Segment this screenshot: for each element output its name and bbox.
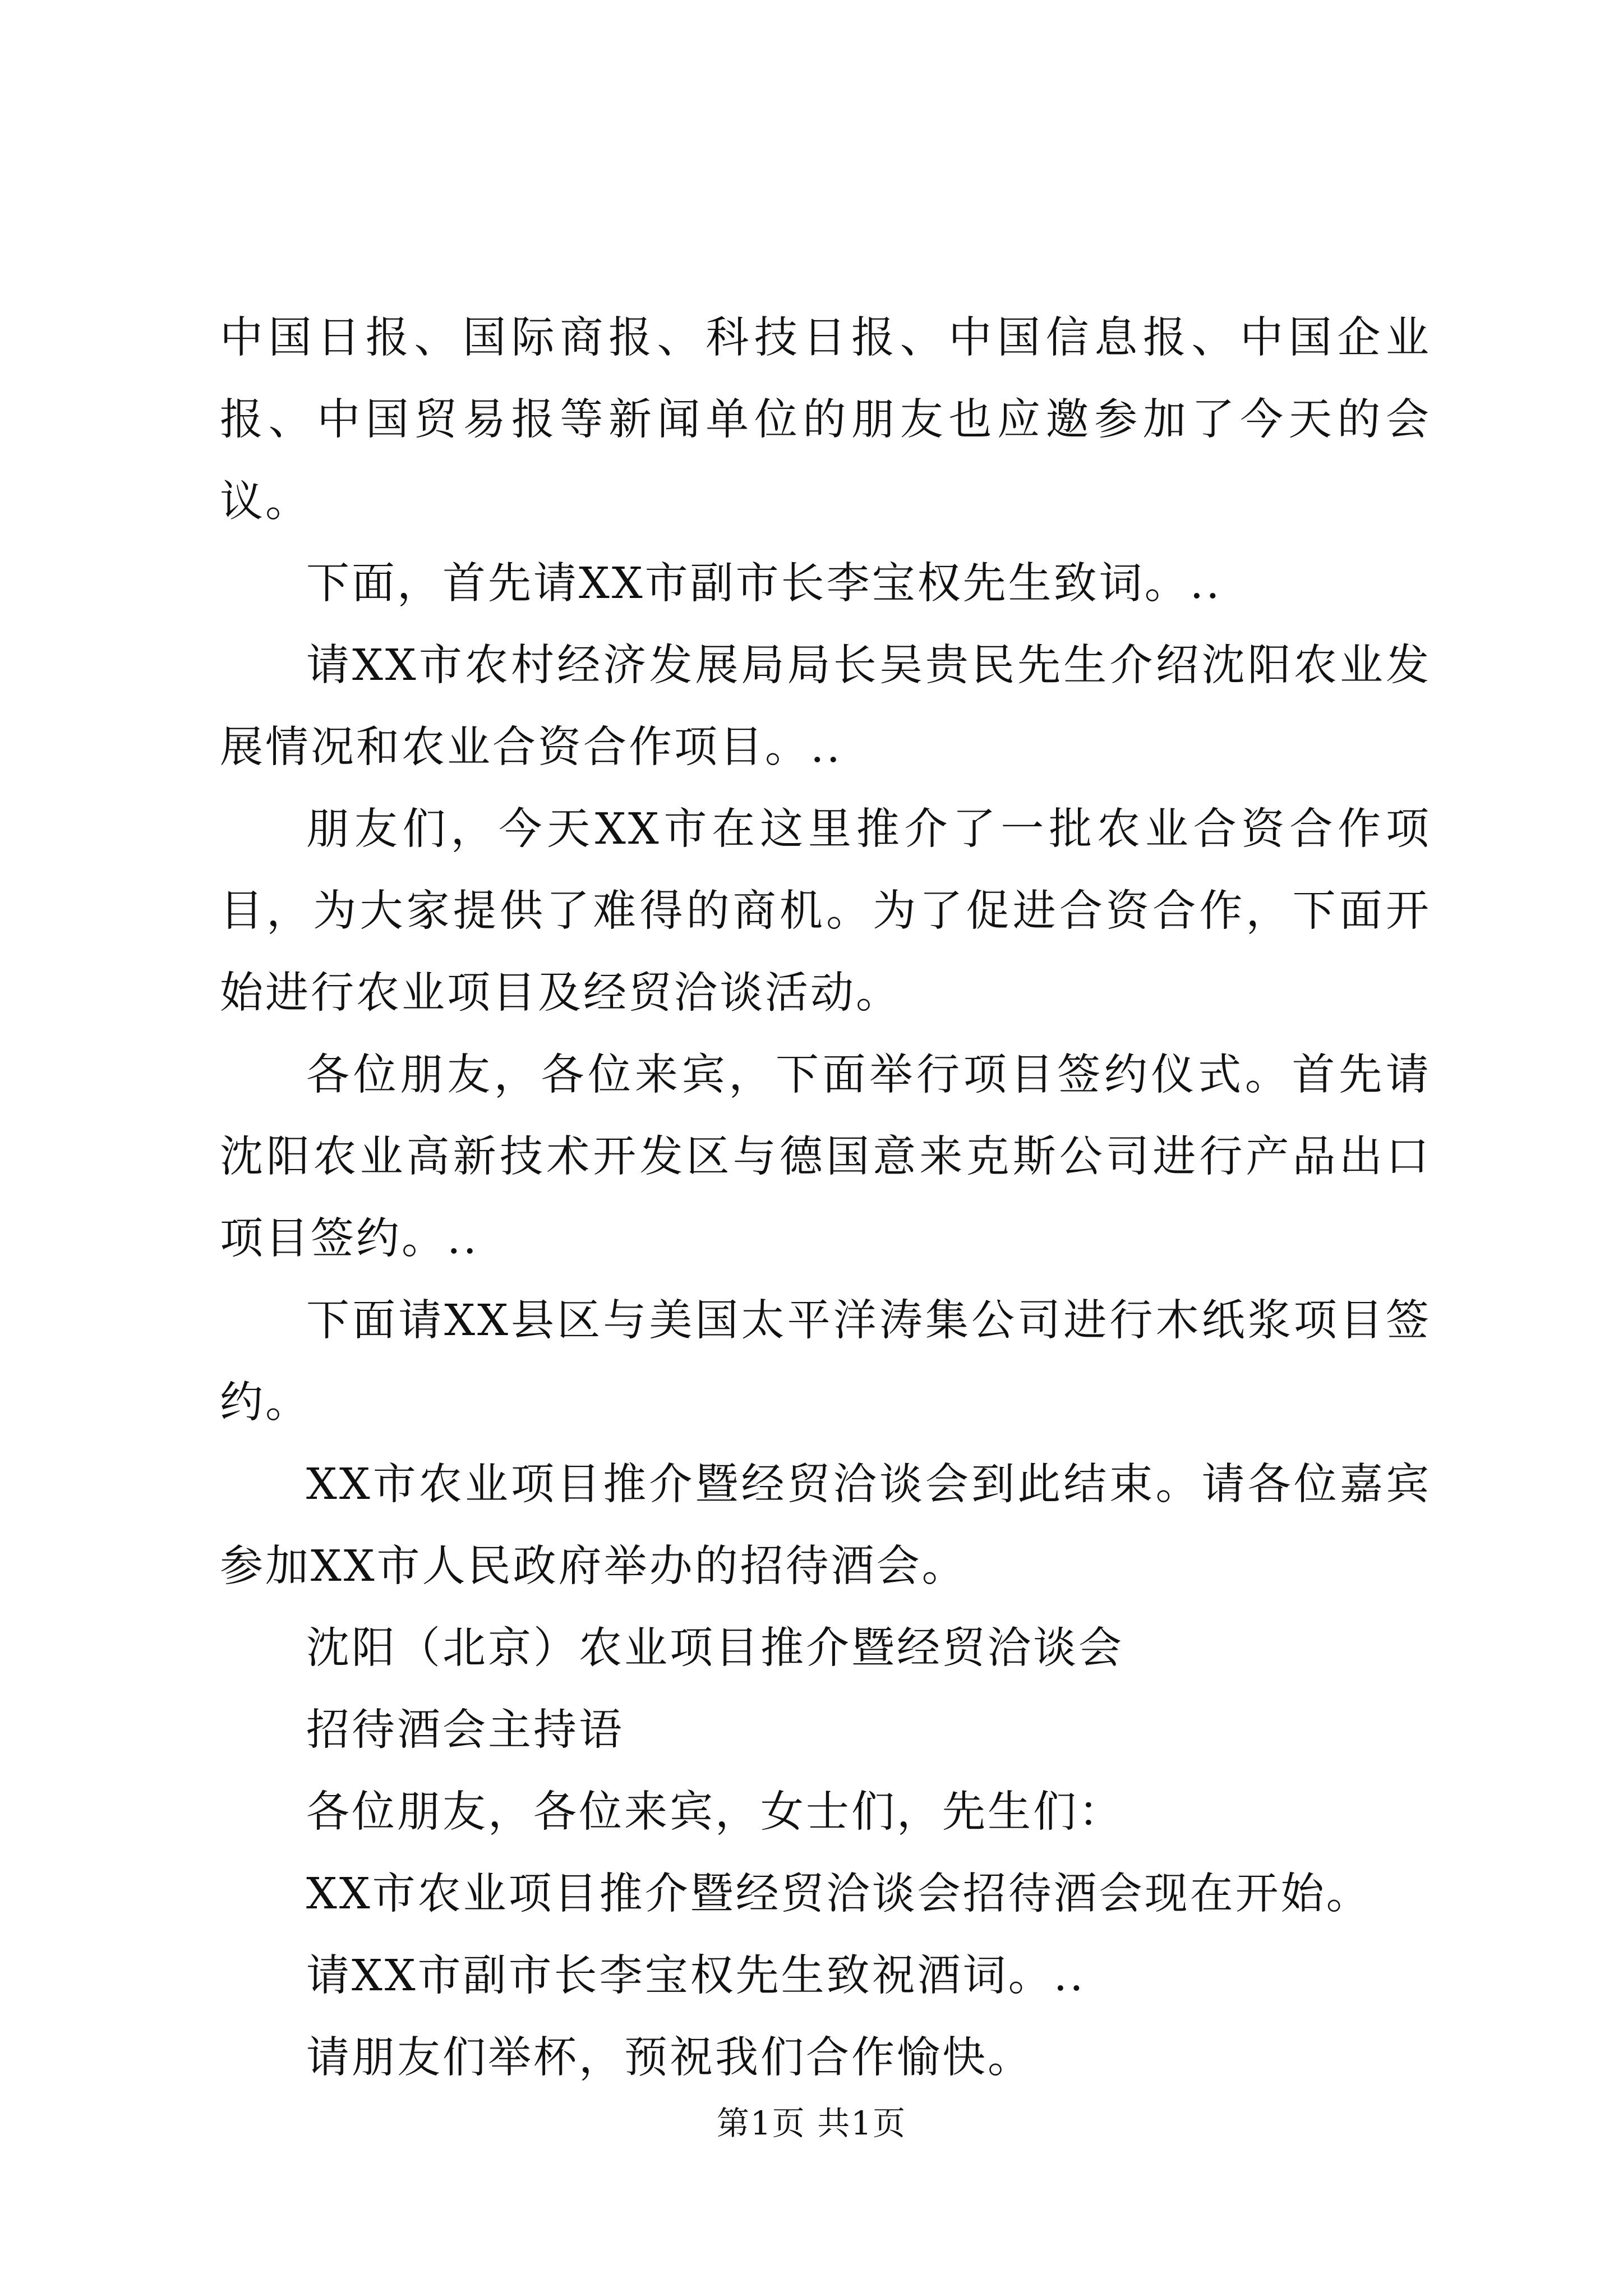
paragraph-raise-glasses: 请朋友们举杯，预祝我们合作愉快。	[306, 2033, 1033, 2083]
section-subtitle: 招待酒会主持语	[306, 1705, 624, 1755]
document-body	[220, 297, 1431, 2099]
page-number-footer: 第1页 共1页	[716, 2104, 907, 2142]
paragraph-vice-mayor-speech: 下面，首先请XX市副市长李宝权先生致词。..	[306, 559, 1222, 609]
section-title: 沈阳（北京）农业项目推介暨经贸洽谈会	[306, 1623, 1124, 1673]
paragraph-toast-speech: 请XX市副市长李宝权先生致祝酒词。..	[306, 1951, 1086, 2001]
paragraph-business-talks: 朋友们，今天XX市在这里推介了一批农业合资合作项目，为大家提供了难得的商机。为了促进合资合作，下面开始进行农业项目及经贸洽谈活动。	[220, 804, 1431, 1018]
paragraph-pulp-project-signing: 下面请XX县区与美国太平洋涛集公司进行木纸浆项目签约。	[220, 1296, 1431, 1428]
paragraph-press-attendees: 中国日报、国际商报、科技日报、中国信息报、中国企业报、中国贸易报等新闻单位的朋友也应邀参加了今天的会议。	[220, 313, 1431, 527]
paragraph-signing-ceremony: 各位朋友，各位来宾，下面举行项目签约仪式。首先请沈阳农业高新技术开发区与德国意来克斯公司进行产品出口项目签约。..	[220, 1050, 1431, 1264]
paragraph-greeting: 各位朋友，各位来宾，女士们，先生们：	[306, 1787, 1124, 1837]
paragraph-meeting-close: XX市农业项目推介暨经贸洽谈会到此结束。请各位嘉宾参加XX市人民政府举办的招待酒会。	[220, 1460, 1431, 1591]
paragraph-reception-open: XX市农业项目推介暨经贸洽谈会招待酒会现在开始。	[306, 1869, 1372, 1919]
paragraph-bureau-introduction: 请XX市农村经济发展局局长吴贵民先生介绍沈阳农业发展情况和农业合资合作项目。..	[220, 641, 1431, 772]
